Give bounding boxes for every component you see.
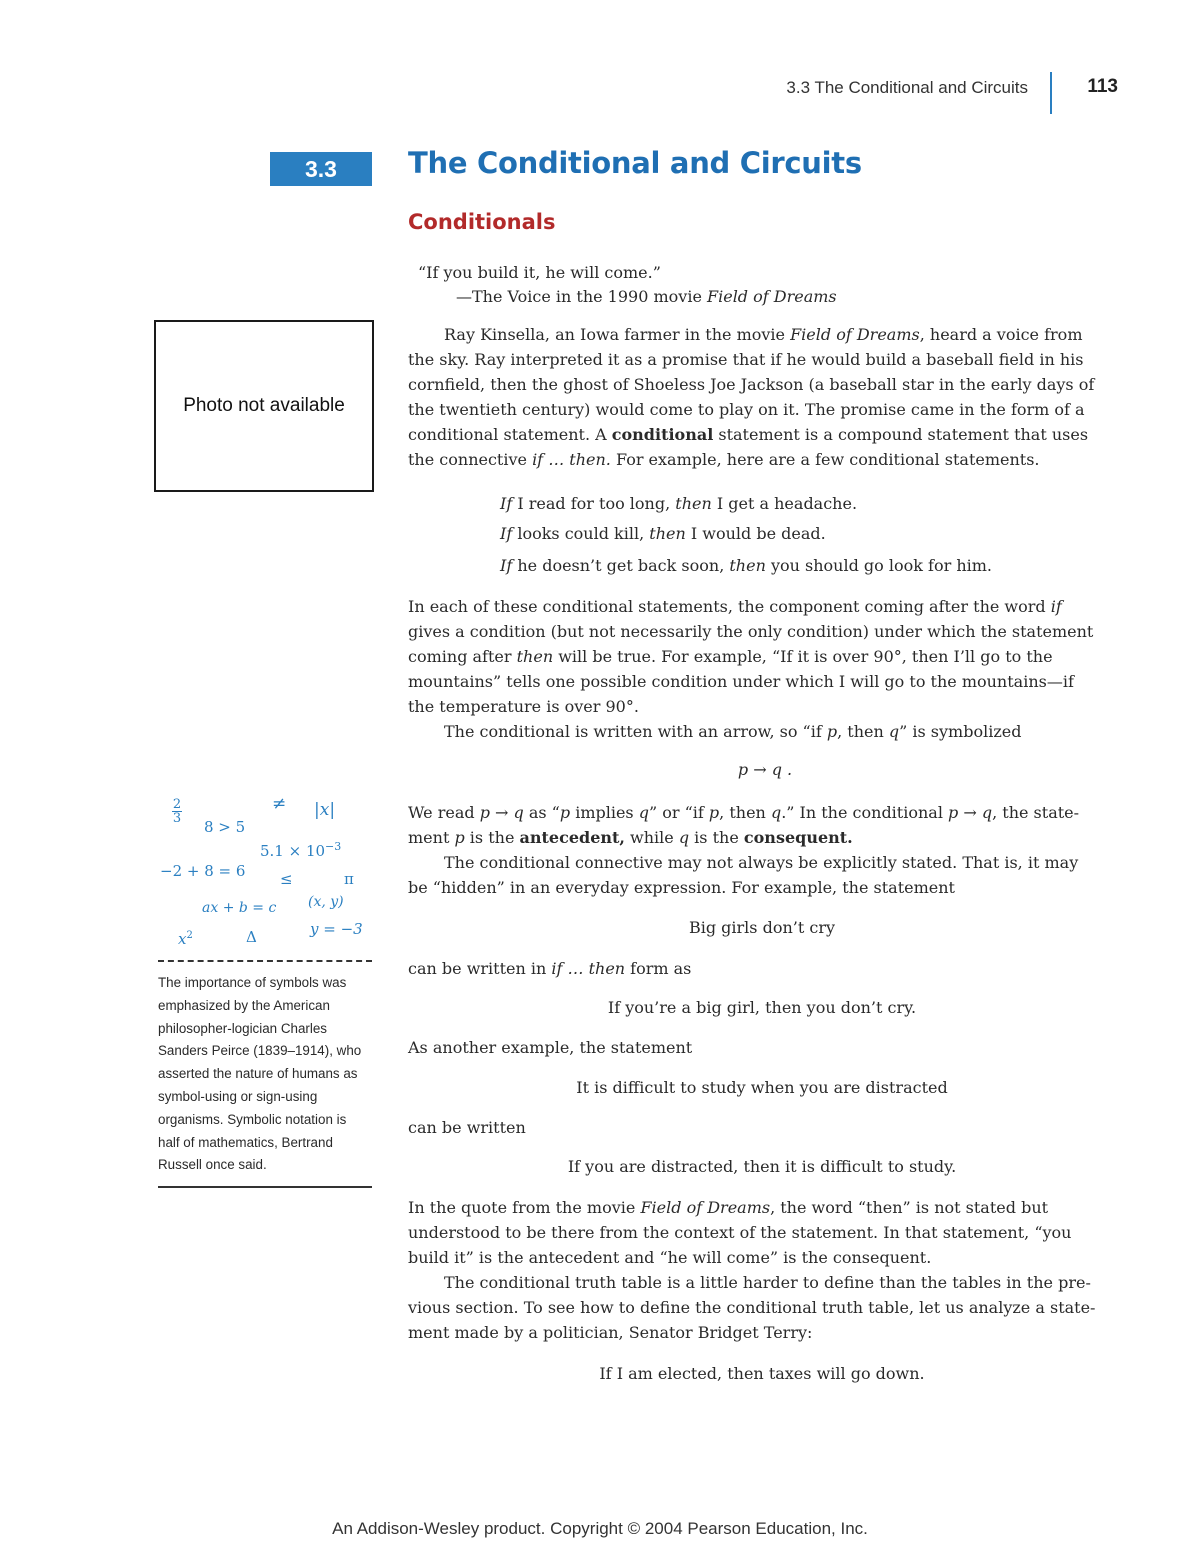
- symbol-scientific: $5.1 \times 10^{-3}$: [260, 840, 342, 860]
- sidebar-bottom-rule: [158, 1186, 372, 1188]
- symbol-absolute-x: |x|: [314, 800, 336, 820]
- can-be-written: can be written: [408, 1118, 526, 1137]
- section-title: The Conditional and Circuits: [408, 146, 862, 180]
- symbol-delta: Δ: [246, 928, 257, 946]
- example-big-girl-if: If you’re a big girl, then you don’t cry.: [607, 998, 917, 1017]
- symbol-not-equal: ≠: [272, 794, 287, 814]
- example-looks-kill: If looks could kill, then I would be dead.: [500, 524, 826, 543]
- running-header: 3.3 The Conditional and Circuits: [786, 78, 1028, 97]
- example-elected: If I am elected, then taxes will go down.: [599, 1364, 925, 1383]
- paragraph-field-of-dreams: In the quote from the movie Field of Dreams, the word “then” is not stated but understood to be there from the context of the statement. In that statement, “you build it” is the antecedent and “he will come” is the consequent. The conditional truth table is a little harder to define than the tables in the pre- vious section. To see how to define the conditional truth table, let us analyze a state- ment made by a politician, Senator Bridget Terry:: [408, 1198, 1096, 1342]
- photo-placeholder: Photo not available: [154, 320, 374, 492]
- symbol-y-equals: y = −3: [310, 920, 363, 938]
- sidebar-caption: The importance of symbols was emphasized by the American philosopher-logician Charles Sanders Peirce (1839–1914), who asserted the nature of humans as symbol-using or sign-using organisms. Symbolic notation is half of mathematics, Bertrand Russell once said.: [158, 975, 362, 1173]
- symbol-leq: ≤: [280, 870, 293, 888]
- fraction-two-thirds: 2 3: [172, 797, 182, 826]
- page-number: 113: [1087, 76, 1118, 97]
- symbol-x-squared: $x^2$: [178, 930, 193, 948]
- conditional-formula: p → q .: [737, 760, 793, 779]
- symbol-cluster: [156, 794, 374, 953]
- epigraph-attribution: —The Voice in the 1990 movie Field of Dreams: [456, 287, 837, 306]
- paragraph-intro: Ray Kinsella, an Iowa farmer in the movie Field of Dreams, heard a voice from the sky. Ray interpreted it as a promise that if he would build a baseball field in his cornfield, then the ghost of Shoeless Joe Jackson (a baseball star in the early days of the twentieth century) would come to play on it. The promise came in the form of a conditional statement. A conditional statement is a compound statement that uses the connective if … then. For example, here are a few conditional statements.: [408, 325, 1095, 469]
- subheading: Conditionals: [408, 210, 556, 234]
- symbol-pi: π: [344, 870, 354, 888]
- example-look-for-him: If he doesn’t get back soon, then you should go look for him.: [500, 556, 993, 575]
- section-number-badge: 3.3: [270, 152, 372, 186]
- as-another-example: As another example, the statement: [408, 1038, 693, 1057]
- symbol-linear-equation: ax + b = c: [202, 900, 277, 916]
- example-difficult: It is difficult to study when you are distracted: [576, 1078, 948, 1097]
- paragraph-condition: In each of these conditional statements, the component coming after the word if gives a condition (but not necessarily the only condition) under which the statement coming after then will be true. For example, “If it is over 90°, then I’ll go to the mountains” tells one possible condition under which I will go to the mountains—if the temperature is over 90°. The conditional is written with an arrow, so “if p, then q” is symbolized: [408, 597, 1094, 741]
- symbol-8-gt-5: 8 > 5: [204, 818, 246, 836]
- example-big-girls: Big girls don’t cry: [688, 918, 836, 937]
- symbol-ordered-pair: (x, y): [308, 894, 344, 910]
- paragraph-antecedent: We read p → q as “p implies q” or “if p, then q.” In the conditional p → q, the state- ment p is the antecedent, while q is the consequent. The conditional connective may not always be explicitly stated. That is, it may be “hidden” in an everyday expression. For example, the statement: [408, 803, 1080, 897]
- header-divider: [1050, 72, 1052, 114]
- can-be-written-if-then: can be written in if … then form as: [408, 959, 692, 978]
- sidebar-dashed-rule: [158, 960, 372, 962]
- copyright-footer: An Addison-Wesley product. Copyright © 2004 Pearson Education, Inc.: [332, 1519, 868, 1538]
- symbol-sum: −2 + 8 = 6: [160, 862, 246, 880]
- example-distracted: If you are distracted, then it is difficult to study.: [567, 1157, 957, 1176]
- example-headache: If I read for too long, then I get a headache.: [500, 494, 858, 513]
- epigraph-quote: “If you build it, he will come.”: [418, 263, 661, 282]
